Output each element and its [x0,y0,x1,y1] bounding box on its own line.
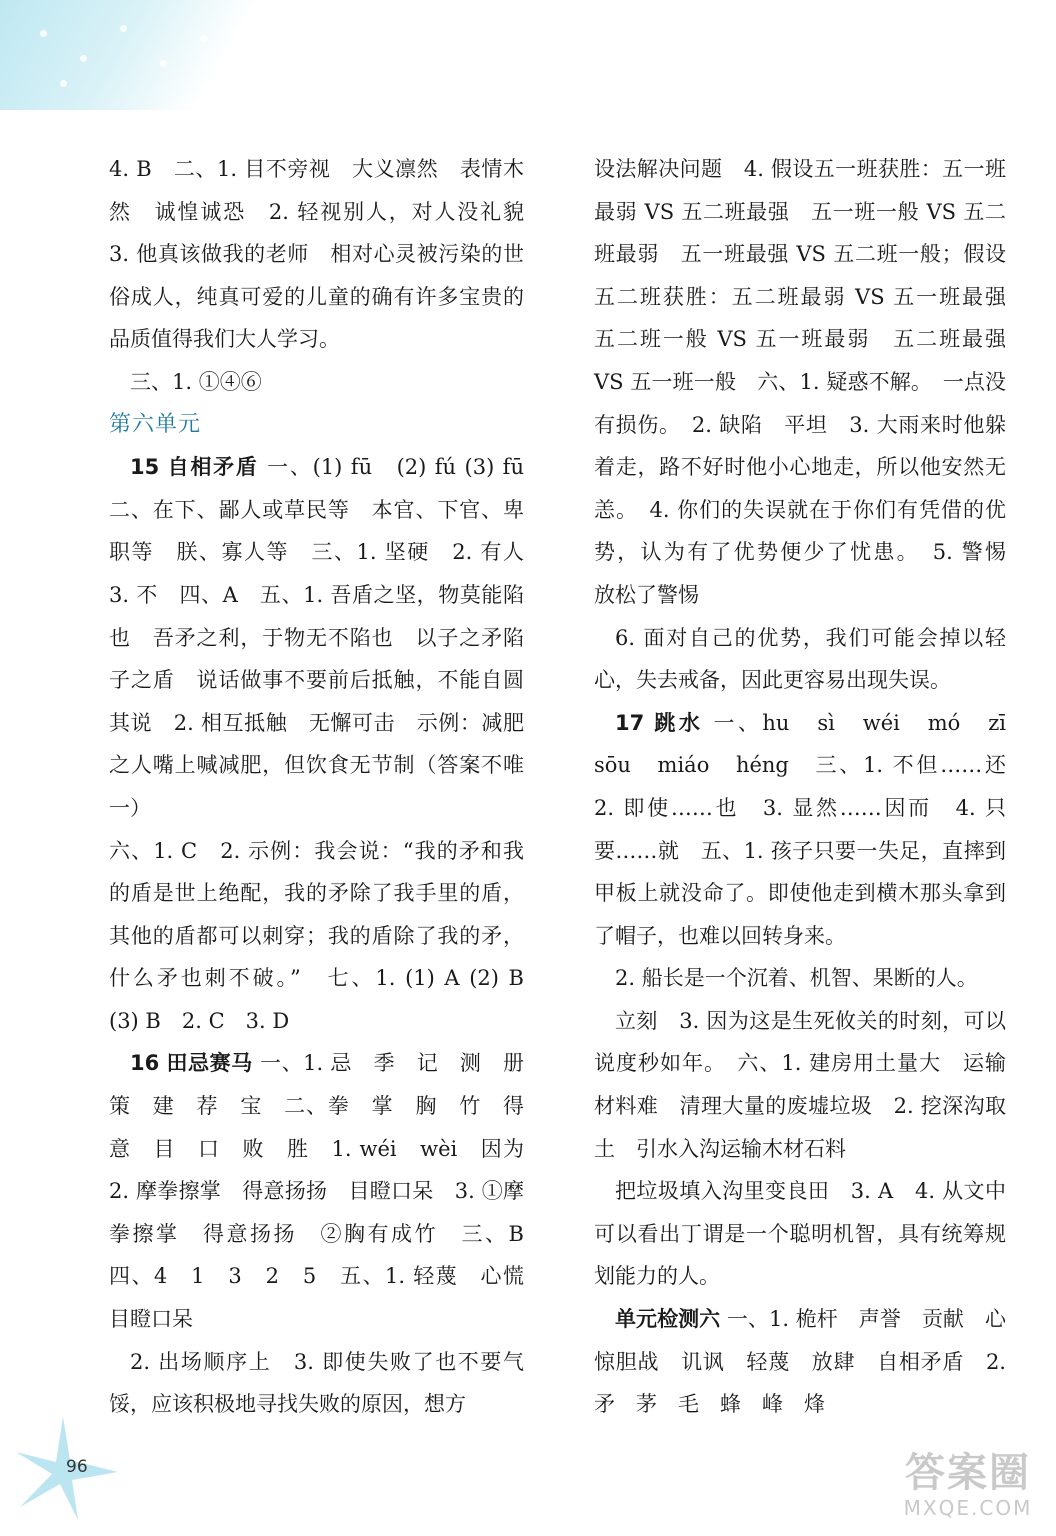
answer-paragraph: 2. 出场顺序上 3. 即使失败了也不要气馁，应该积极地寻找失败的原因，想方 [109,1349,524,1417]
lesson-15-answers [109,446,545,829]
watermark-url: MXQE.COM [903,1496,1033,1520]
lesson-17-answers [594,702,1028,958]
top-corner-decoration [0,0,260,110]
lesson-title: 田忌赛马 [166,1050,253,1076]
page-number: 96 [66,1457,88,1477]
watermark-logo [888,1450,1048,1530]
lesson-title: 跳水 [654,709,704,735]
lesson-answer-text: 一、1. 忌 季 记 测 册 策 建 荐 宝 二、拳 掌 胸 竹 得 意 目 口 败 胜 1. wéi wèi 因为 2. 摩拳擦掌 得意扬扬 目瞪口呆 3. ①摩拳擦掌 得意扬扬 ②胸有成竹 三、B 四、4 1 3 2 5 五、1. 轻蔑 心慌 目瞪口呆 [109,1051,545,1332]
unit-heading: 第六单元 [109,411,202,437]
left-column [109,148,545,1426]
lesson-title: 自相矛盾 [167,454,259,480]
answer-paragraph: 6. 面对自己的优势，我们可能会掉以轻心，失去戒备，因此更容易出现失误。 [594,625,1006,693]
unit-test-answers [594,1298,1006,1426]
answer-paragraph: 4. B 二、1. 目不旁视 大义凛然 表情木然 诚惶诚恐 2. 轻视别人，对人没礼貌 3. 他真该做我的老师 相对心灵被污染的世俗成人，纯真可爱的儿童的确有许多宝贵的品质值得我们大人学习。 [109,157,545,352]
lesson-number: 17 [615,710,645,735]
watermark-text: 答案圈 [905,1450,1031,1496]
lesson-number: 16 [130,1051,160,1076]
right-column [594,148,1028,1426]
answer-paragraph: 三、1. ①④⑥ [130,369,262,394]
lesson-answer-text: 一、hu sì wéi mó zī sōu miáo héng 三、1. 不但……还 2. 即使……也 3. 显然……因而 4. 只要……就 五、1. 孩子只要一失足，直摔到甲板上就没命了。即使他走到横木那头拿到了帽子，也难以回转身来。 [594,710,1028,948]
lesson-16-answers [109,1042,545,1340]
answer-paragraph: 把垃圾填入沟里变良田 3. A 4. 从文中可以看出丁谓是一个聪明机智，具有统筹规划能力的人。 [594,1179,1006,1289]
answer-paragraph: 六、1. C 2. 示例：我会说：“我的矛和我的盾是世上绝配，我的矛除了我手里的盾，其他的盾都可以刺穿；我的盾除了我的矛，什么矛也刺不破。” 七、1. (1) A (2) B (3) B 2. C 3. D [109,838,545,1033]
answer-paragraph: 立刻 3. 因为这是生死攸关的时刻，可以说度秒如年。 六、1. 建房用土量大 运输材料难 清理大量的废墟垃圾 2. 挖深沟取土 引水入沟运输木材石料 [594,1008,1006,1161]
answer-paragraph: 2. 船长是一个沉着、机智、果断的人。 [615,966,978,991]
lesson-answer-text: 一、(1) fū (2) fú (3) fū 二、在下、鄙人或草民等 本官、下官、卑职等 朕、寡人等 三、1. 坚硬 2. 有人 3. 不 四、A 五、1. 吾盾之坚，物莫能陷也 吾矛之利，于物无不陷也 以子之矛陷子之盾 说话做事不要前后抵触，不能自圆其说 2. 相互抵触 无懈可击 示例：减肥之人嘴上喊减肥，但饮食无节制（答案不唯一） [109,455,545,820]
unit-test-text: 一、1. 桅杆 声誉 贡献 心惊胆战 讥讽 轻蔑 放肆 自相矛盾 2. 矛 茅 毛 蜂 峰 烽 [594,1307,1006,1417]
answer-paragraph: 设法解决问题 4. 假设五一班获胜：五一班最弱 VS 五二班最强 五一班一般 VS 五二班最弱 五一班最强 VS 五二班一般；假设五二班获胜：五二班最弱 VS 五一班最强 五二班一般 VS 五一班最弱 五二班最强 VS 五一班一般 六、1. 疑惑不解。 一点没有损伤。 2. 缺陷 平坦 3. 大雨来时他躲着走，路不好时他小心地走，所以他安然无恙。 4. 你们的失误就在于你们有凭借的优势，认为有了优势便少了忧患。 5. 警惕 放松了警惕 [594,157,1027,607]
lesson-number: 15 [130,455,160,480]
unit-test-title: 单元检测六 [615,1306,721,1332]
